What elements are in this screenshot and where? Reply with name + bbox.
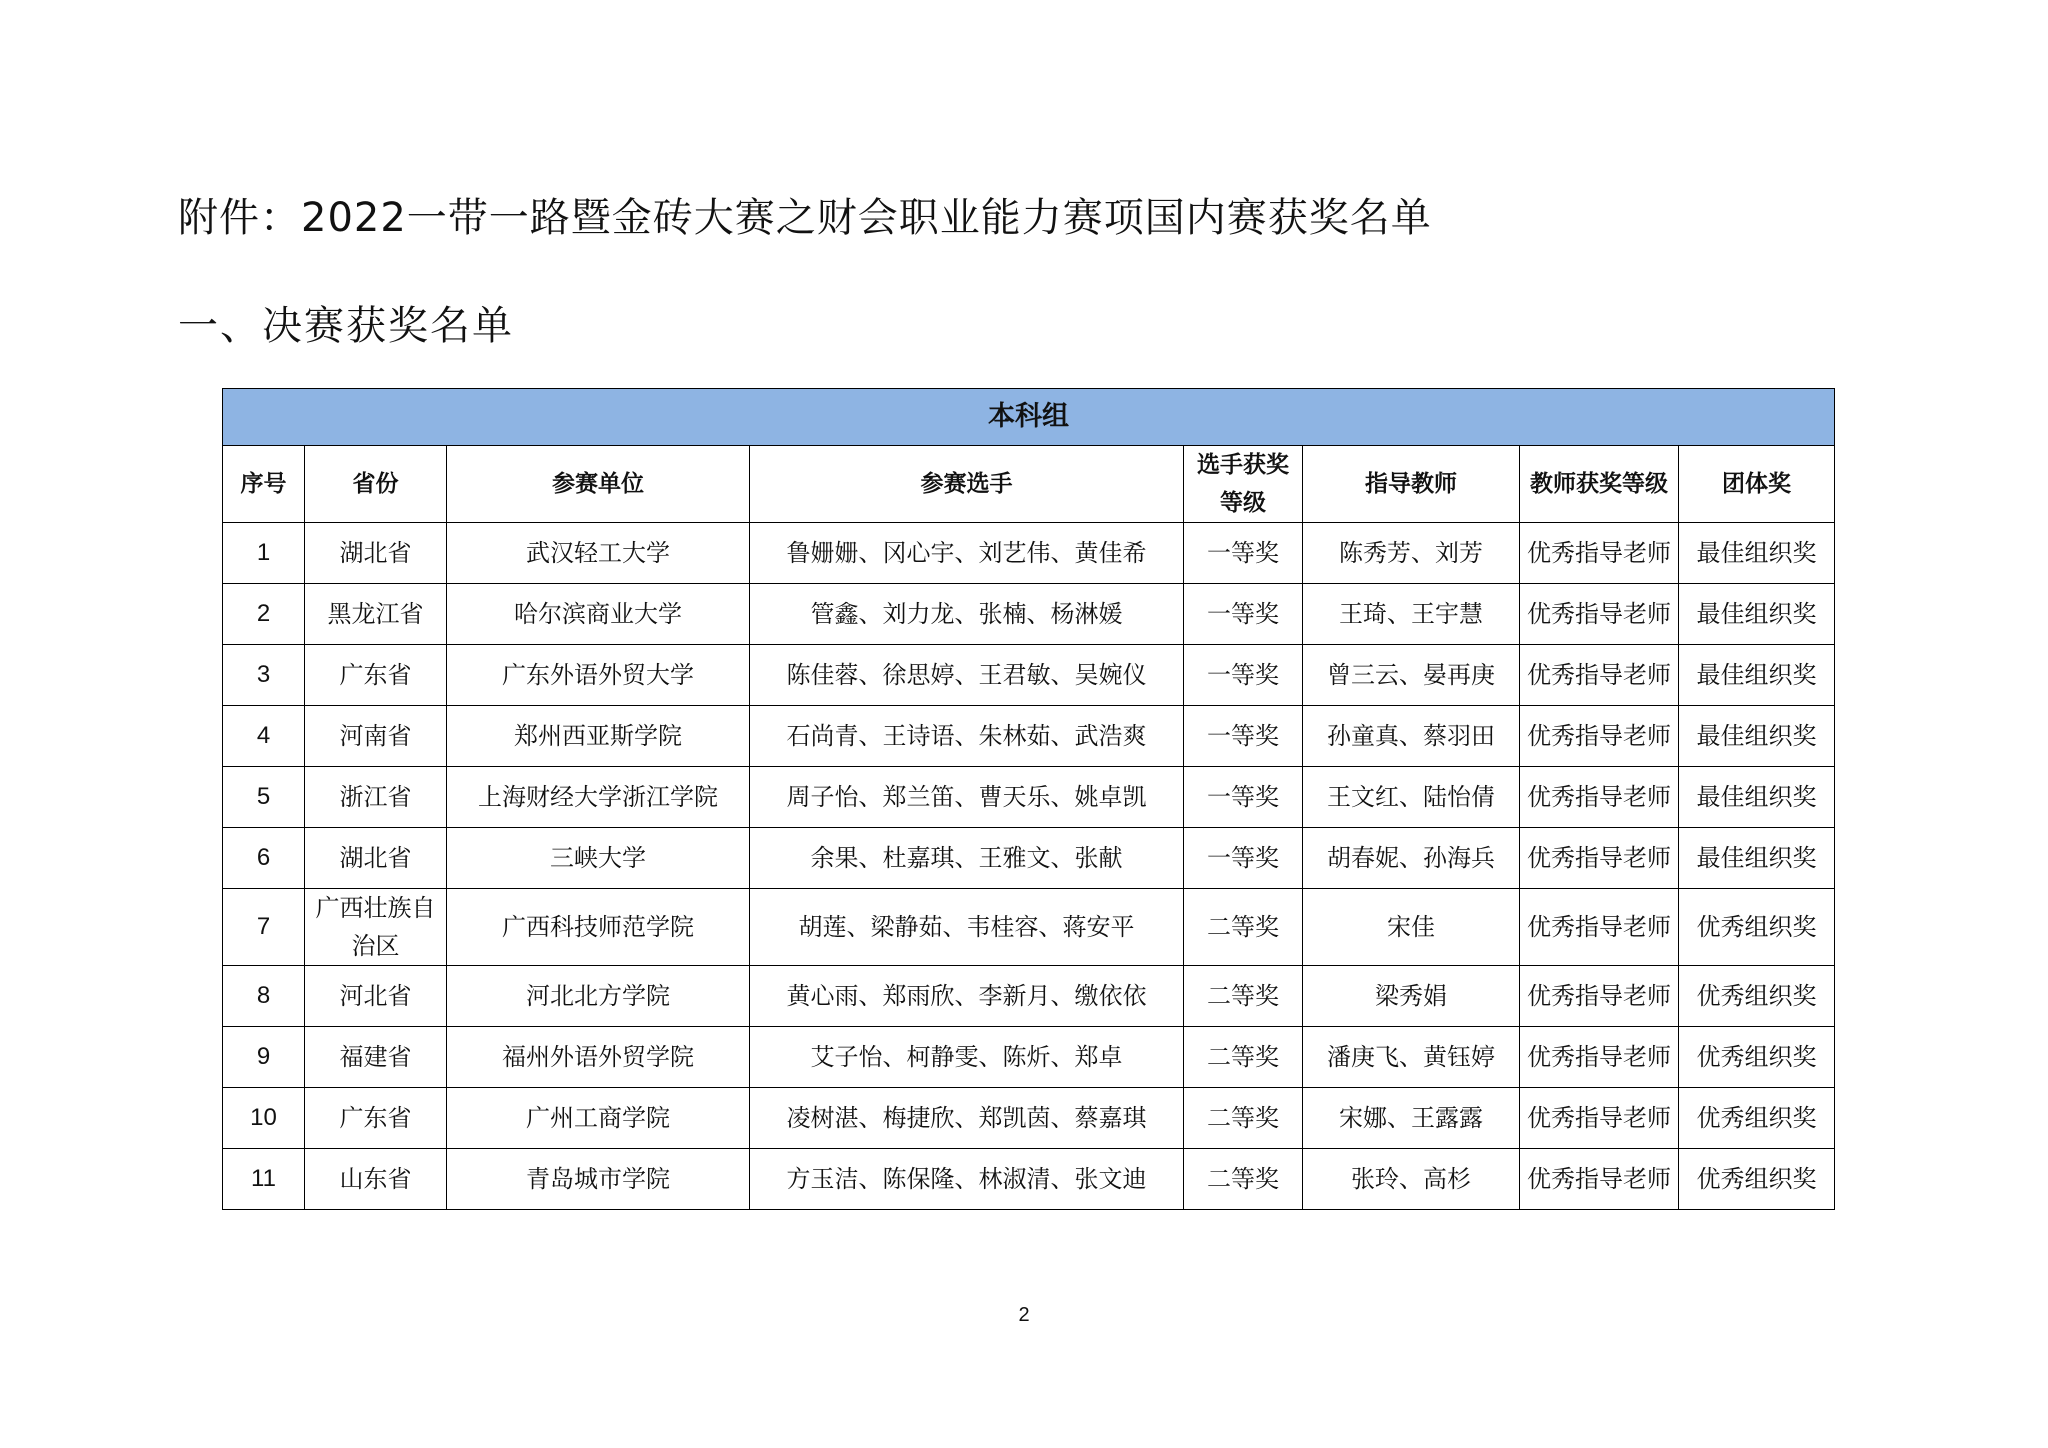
cell-contestant-award: 一等奖 <box>1184 828 1303 889</box>
cell-teacher-award: 优秀指导老师 <box>1520 1088 1679 1149</box>
cell-teacher-award: 优秀指导老师 <box>1520 1027 1679 1088</box>
cell-province: 广东省 <box>305 645 447 706</box>
cell-contestants: 管鑫、刘力龙、张楠、杨淋媛 <box>750 584 1184 645</box>
cell-contestant-award: 一等奖 <box>1184 767 1303 828</box>
cell-contestant-award: 二等奖 <box>1184 889 1303 966</box>
table-row <box>223 645 1835 706</box>
cell-province: 河北省 <box>305 966 447 1027</box>
cell-teacher-award: 优秀指导老师 <box>1520 706 1679 767</box>
table-row <box>223 523 1835 584</box>
table-row <box>223 828 1835 889</box>
cell-unit: 郑州西亚斯学院 <box>447 706 750 767</box>
cell-unit: 广西科技师范学院 <box>447 889 750 966</box>
cell-contestants: 胡莲、梁静茹、韦桂容、蒋安平 <box>750 889 1184 966</box>
cell-unit: 哈尔滨商业大学 <box>447 584 750 645</box>
cell-advisors: 曾三云、晏再庚 <box>1303 645 1520 706</box>
header-contestant-award: 选手获奖等级 <box>1184 446 1303 523</box>
cell-contestants: 方玉洁、陈保隆、林淑清、张文迪 <box>750 1149 1184 1210</box>
cell-advisors: 宋娜、王露露 <box>1303 1088 1520 1149</box>
group-label: 本科组 <box>223 389 1835 446</box>
awards-table <box>222 388 1835 1210</box>
header-unit: 参赛单位 <box>447 446 750 523</box>
cell-seq: 9 <box>223 1027 305 1088</box>
cell-province: 广西壮族自治区 <box>305 889 447 966</box>
cell-advisors: 梁秀娟 <box>1303 966 1520 1027</box>
cell-team-award: 最佳组织奖 <box>1679 645 1835 706</box>
cell-contestants: 艾子怡、柯静雯、陈炘、郑卓 <box>750 1027 1184 1088</box>
cell-contestants: 陈佳蓉、徐思婷、王君敏、吴婉仪 <box>750 645 1184 706</box>
cell-province: 湖北省 <box>305 828 447 889</box>
cell-province: 湖北省 <box>305 523 447 584</box>
cell-seq: 6 <box>223 828 305 889</box>
cell-teacher-award: 优秀指导老师 <box>1520 966 1679 1027</box>
cell-contestant-award: 二等奖 <box>1184 1149 1303 1210</box>
table-row <box>223 706 1835 767</box>
cell-teacher-award: 优秀指导老师 <box>1520 828 1679 889</box>
cell-province: 黑龙江省 <box>305 584 447 645</box>
cell-team-award: 最佳组织奖 <box>1679 767 1835 828</box>
cell-team-award: 最佳组织奖 <box>1679 584 1835 645</box>
cell-advisors: 潘庚飞、黄钰婷 <box>1303 1027 1520 1088</box>
cell-contestants: 余果、杜嘉琪、王雅文、张献 <box>750 828 1184 889</box>
cell-unit: 青岛城市学院 <box>447 1149 750 1210</box>
header-contestants: 参赛选手 <box>750 446 1184 523</box>
cell-teacher-award: 优秀指导老师 <box>1520 889 1679 966</box>
cell-contestant-award: 一等奖 <box>1184 645 1303 706</box>
table-row <box>223 767 1835 828</box>
cell-seq: 7 <box>223 889 305 966</box>
cell-teacher-award: 优秀指导老师 <box>1520 645 1679 706</box>
table-row <box>223 966 1835 1027</box>
section-title: 一、决赛获奖名单 <box>178 303 514 349</box>
cell-advisors: 王文红、陆怡倩 <box>1303 767 1520 828</box>
cell-contestants: 鲁姗姗、冈心宇、刘艺伟、黄佳希 <box>750 523 1184 584</box>
cell-contestants: 黄心雨、郑雨欣、李新月、缴依依 <box>750 966 1184 1027</box>
cell-province: 广东省 <box>305 1088 447 1149</box>
group-header-row <box>223 389 1835 446</box>
cell-unit: 广州工商学院 <box>447 1088 750 1149</box>
cell-contestants: 石尚青、王诗语、朱林茹、武浩爽 <box>750 706 1184 767</box>
cell-unit: 武汉轻工大学 <box>447 523 750 584</box>
cell-team-award: 最佳组织奖 <box>1679 523 1835 584</box>
cell-unit: 上海财经大学浙江学院 <box>447 767 750 828</box>
cell-advisors: 胡春妮、孙海兵 <box>1303 828 1520 889</box>
column-header-row <box>223 446 1835 523</box>
cell-seq: 5 <box>223 767 305 828</box>
page-number: 2 <box>1018 1304 1030 1326</box>
cell-advisors: 王琦、王宇慧 <box>1303 584 1520 645</box>
cell-advisors: 宋佳 <box>1303 889 1520 966</box>
cell-contestant-award: 一等奖 <box>1184 706 1303 767</box>
cell-advisors: 陈秀芳、刘芳 <box>1303 523 1520 584</box>
cell-contestant-award: 二等奖 <box>1184 1088 1303 1149</box>
cell-province: 河南省 <box>305 706 447 767</box>
cell-team-award: 最佳组织奖 <box>1679 706 1835 767</box>
cell-team-award: 最佳组织奖 <box>1679 828 1835 889</box>
cell-teacher-award: 优秀指导老师 <box>1520 584 1679 645</box>
cell-team-award: 优秀组织奖 <box>1679 1027 1835 1088</box>
cell-team-award: 优秀组织奖 <box>1679 889 1835 966</box>
cell-teacher-award: 优秀指导老师 <box>1520 1149 1679 1210</box>
cell-team-award: 优秀组织奖 <box>1679 1088 1835 1149</box>
cell-seq: 10 <box>223 1088 305 1149</box>
cell-advisors: 张玲、高杉 <box>1303 1149 1520 1210</box>
cell-seq: 8 <box>223 966 305 1027</box>
cell-contestants: 周子怡、郑兰笛、曹天乐、姚卓凯 <box>750 767 1184 828</box>
header-seq: 序号 <box>223 446 305 523</box>
header-advisors: 指导教师 <box>1303 446 1520 523</box>
table-row <box>223 1027 1835 1088</box>
header-team-award: 团体奖 <box>1679 446 1835 523</box>
table-row <box>223 1149 1835 1210</box>
cell-unit: 广东外语外贸大学 <box>447 645 750 706</box>
cell-seq: 4 <box>223 706 305 767</box>
cell-seq: 2 <box>223 584 305 645</box>
table-row <box>223 889 1835 966</box>
header-province: 省份 <box>305 446 447 523</box>
cell-teacher-award: 优秀指导老师 <box>1520 523 1679 584</box>
cell-seq: 3 <box>223 645 305 706</box>
header-teacher-award: 教师获奖等级 <box>1520 446 1679 523</box>
cell-contestant-award: 二等奖 <box>1184 966 1303 1027</box>
cell-province: 山东省 <box>305 1149 447 1210</box>
cell-team-award: 优秀组织奖 <box>1679 1149 1835 1210</box>
table-row <box>223 584 1835 645</box>
cell-contestants: 凌树湛、梅捷欣、郑凯茵、蔡嘉琪 <box>750 1088 1184 1149</box>
cell-contestant-award: 一等奖 <box>1184 584 1303 645</box>
cell-contestant-award: 二等奖 <box>1184 1027 1303 1088</box>
cell-teacher-award: 优秀指导老师 <box>1520 767 1679 828</box>
cell-seq: 1 <box>223 523 305 584</box>
cell-unit: 福州外语外贸学院 <box>447 1027 750 1088</box>
cell-unit: 河北北方学院 <box>447 966 750 1027</box>
cell-team-award: 优秀组织奖 <box>1679 966 1835 1027</box>
cell-contestant-award: 一等奖 <box>1184 523 1303 584</box>
table-row <box>223 1088 1835 1149</box>
document-title: 附件：2022一带一路暨金砖大赛之财会职业能力赛项国内赛获奖名单 <box>178 195 1432 241</box>
cell-seq: 11 <box>223 1149 305 1210</box>
cell-unit: 三峡大学 <box>447 828 750 889</box>
cell-province: 浙江省 <box>305 767 447 828</box>
cell-province: 福建省 <box>305 1027 447 1088</box>
cell-advisors: 孙童真、蔡羽田 <box>1303 706 1520 767</box>
